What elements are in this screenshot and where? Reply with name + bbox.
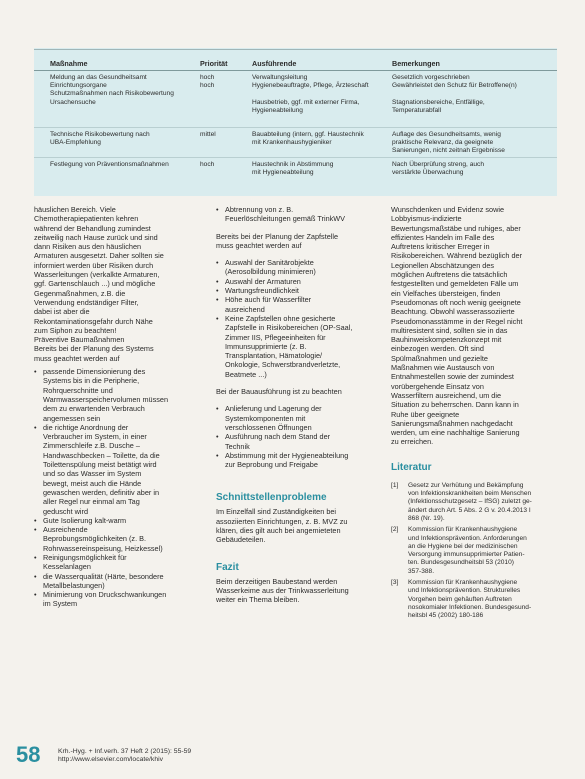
list-item xyxy=(216,286,382,295)
text-line: Toilettenspülung meist betätigt wird xyxy=(43,460,157,470)
text-line: angemessen sein xyxy=(43,413,101,423)
text-line: Verbraucher im System, in einer xyxy=(43,432,147,442)
table-header xyxy=(34,57,557,70)
text-line: • Gute Isolierung kalt-warm xyxy=(43,515,127,525)
row-divider xyxy=(34,127,557,128)
text-line: Gesetzlich vorgeschrieben xyxy=(392,74,470,81)
text-line: Meldung an das Gesundheitsamt xyxy=(50,74,147,81)
cell-bemerkungen xyxy=(392,131,552,156)
header-ausfuehrende: Ausführende xyxy=(252,59,297,68)
text-line: Präventive Baumaßnahmen xyxy=(34,335,125,345)
bullet-list xyxy=(216,404,382,469)
text-line: ggf. Gartenschlauch ...) und mögliche xyxy=(34,279,156,289)
reference-item xyxy=(391,579,557,620)
text-column-2 xyxy=(216,205,382,609)
text-column-3 xyxy=(391,205,557,623)
text-line: Stagnationsbereiche, Entfällige, xyxy=(392,98,485,106)
list-item xyxy=(216,205,382,224)
text-line: • Auswahl der Sanitärobjekte xyxy=(225,258,314,268)
text-line: Risikobereichen. Während bezüglich der xyxy=(391,251,523,261)
text-line: Bauabteilung (intern, ggf. Haustechnik xyxy=(252,131,364,138)
text-line: Transplantation, Hämatologie/ xyxy=(225,351,323,361)
text-line: einbezogen werden. Oft sind xyxy=(391,344,484,354)
text-line: vorübergehende Einsatz von xyxy=(391,381,484,391)
text-line: muss geachtet werden auf xyxy=(216,240,302,250)
cell-prioritaet xyxy=(200,131,236,139)
section-heading: Literatur xyxy=(391,461,432,473)
text-line: • die Wasserqualität (Härte, besondere xyxy=(43,571,164,581)
text-line: zeitweilig nach Hause zurück und sind xyxy=(34,232,158,242)
text-line: Wasserfiltern ausreichend, um die xyxy=(391,390,502,400)
list-item xyxy=(216,295,382,314)
text-line: Zapfstelle in Risikobereichen (OP-Saal, xyxy=(225,323,353,333)
text-line: Sanierungen, nicht zeitnah Ergebnisse xyxy=(392,147,505,155)
text-line: ändert durch Art. 5 Abs. 2 G v. 20.4.2013 I xyxy=(408,506,531,514)
text-line: Beachtung. Obwohl wasserassoziierte xyxy=(391,307,515,317)
text-line: Wasserkeime aus der Trinkwasserleitung xyxy=(216,585,349,595)
header-bemerkungen: Bemerkungen xyxy=(392,59,440,68)
list-item xyxy=(34,590,204,609)
text-line: Temperaturabfall xyxy=(392,106,442,114)
text-line: geduscht wird xyxy=(43,506,89,516)
table-top-rule xyxy=(34,49,557,50)
text-line: Bei der Bauausführung ist zu beachten xyxy=(216,387,342,397)
list-item xyxy=(34,553,204,572)
table-row xyxy=(34,161,557,179)
text-line: (Infektionsschutzgesetz – IfSG) zuletzt ge- xyxy=(408,498,532,506)
cell-prioritaet xyxy=(200,74,236,90)
table-header-rule xyxy=(34,70,557,71)
text-line: möglichen Auftretens die tatsächlich xyxy=(391,270,508,280)
text-line: Hausbetrieb, ggf. mit externer Firma, xyxy=(252,98,360,106)
text-line: • Auswahl der Armaturen xyxy=(225,276,301,286)
text-line: Gebäudeteilen. xyxy=(216,535,266,545)
text-line: (Aerosolbildung minimieren) xyxy=(225,267,316,277)
text-line: hoch xyxy=(200,82,215,90)
text-line: Kesselanlagen xyxy=(43,562,91,572)
table-row xyxy=(34,131,557,157)
text-line: • Anlieferung und Lagerung der xyxy=(225,404,322,414)
paragraph xyxy=(216,232,382,251)
header-prioritaet: Priorität xyxy=(200,59,228,68)
text-line: • Keine Zapfstellen ohne gesicherte xyxy=(225,313,336,323)
text-line: [1] xyxy=(391,481,399,489)
text-line: Haustechnik in Abstimmung xyxy=(252,161,334,168)
text-line: Schutzmaßnahmen nach Risikobewertung xyxy=(50,90,174,98)
text-line: Beim derzeitigen Baubestand werden xyxy=(216,576,338,586)
text-line: Immunsupprimierte (z. B. xyxy=(225,341,307,351)
text-line: Ruhe über geeignete xyxy=(391,409,460,419)
section-heading: Schnittstellenprobleme xyxy=(216,492,327,504)
row-divider xyxy=(34,157,557,158)
text-line: • Abtrennung von z. B. xyxy=(225,205,294,214)
text-line: und Infektionsprävention. Strukturelles xyxy=(408,587,521,595)
list-item xyxy=(34,423,204,516)
text-line: ein Vielfaches übersteigen, finden xyxy=(391,288,501,298)
text-line: Beprobungsmöglichkeiten (z. B. xyxy=(43,534,147,544)
text-line: während der Behandlung zumindest xyxy=(34,223,151,233)
text-line: Maßnahmen wie Austausch von xyxy=(391,363,495,373)
list-item xyxy=(34,525,204,553)
text-line: Legionellen Abschätzungen des xyxy=(391,260,495,270)
text-line: • Ausreichende xyxy=(43,525,88,535)
text-line: Im Einzelfall sind Zuständigkeiten bei xyxy=(216,507,337,517)
text-line: Rohrwassereinspeisung, Heizkessel) xyxy=(43,543,163,553)
text-line: Armaturen ausgesetzt. Daher sollten sie xyxy=(34,251,164,261)
text-line: Spülmaßnahmen und gezielte xyxy=(391,353,488,363)
header-massnahme: Maßnahme xyxy=(50,59,88,68)
cell-massnahme xyxy=(50,161,200,169)
cell-ausfuehrende xyxy=(252,131,392,147)
paragraph xyxy=(216,577,382,605)
text-line: aller Regel nur einmal am Tag xyxy=(43,497,140,507)
text-line: praktische Relevanz, da geeignete xyxy=(392,139,494,147)
reference-item xyxy=(391,482,557,523)
text-line: Wasserleitungen (verkalkte Armaturen, xyxy=(34,270,160,280)
text-line: hoch xyxy=(200,74,215,81)
cell-massnahme xyxy=(50,74,200,107)
text-line: dann Risiken aus den häuslichen xyxy=(34,242,142,252)
text-line: [3] xyxy=(391,578,399,586)
text-line: Vorgehen beim gehäuften Auftreten xyxy=(408,595,512,603)
text-line: Festlegung von Präventionsmaßnahmen xyxy=(50,161,169,168)
list-item xyxy=(216,404,382,432)
text-line: verstärkte Überwachung xyxy=(392,169,464,177)
text-line: UBA-Empfehlung xyxy=(50,139,101,147)
list-item xyxy=(34,572,204,591)
text-line: • Minimierung von Druckschwankungen xyxy=(43,590,167,600)
text-line: Technik xyxy=(225,441,250,451)
text-line: Bereits bei der Planung des Systems xyxy=(34,344,154,354)
list-item xyxy=(216,258,382,277)
text-line: Hygieneabteilung xyxy=(252,106,303,114)
text-line: Warmwasserspeichervolumen müssen xyxy=(43,394,169,404)
text-line: 357-388. xyxy=(408,567,435,575)
text-line: • die richtige Anordnung der xyxy=(43,422,129,432)
text-line: werden, um eine nachhaltige Sanierung xyxy=(391,428,520,438)
text-line: Chemotherapiepatienten kehren xyxy=(34,214,139,224)
text-line: und Infektionsprävention. Anforderungen xyxy=(408,534,527,542)
cell-ausfuehrende xyxy=(252,74,392,115)
list-item xyxy=(216,432,382,451)
page-footer xyxy=(14,743,574,771)
text-line: assoziierten Einrichtungen, z. B. MVZ zu xyxy=(216,516,348,526)
text-line: zur Beprobung und Freigabe xyxy=(225,460,318,470)
text-line: Lobbyismus-indizierte xyxy=(391,214,462,224)
text-line: Verwendung endständiger Filter, xyxy=(34,297,139,307)
journal-citation: Krh.-Hyg. + Inf.verh. 37 Heft 2 (2015): 55-59 xyxy=(58,748,192,755)
section-heading: Fazit xyxy=(216,561,239,573)
text-line: Gegenmaßnahmen, z.B. die xyxy=(34,288,126,298)
text-line: Nach Überprüfung streng, auch xyxy=(392,161,485,168)
list-item xyxy=(216,277,382,286)
text-line: Bereits bei der Planung der Zapfstelle xyxy=(216,231,339,241)
text-line: Rohrquerschnitte und xyxy=(43,385,113,395)
bullet-list xyxy=(216,258,382,379)
text-line: • Reinigungsmöglichkeit für xyxy=(43,552,127,562)
text-line: festgestellten und gemeldeten Fälle um xyxy=(391,279,519,289)
text-line: an die Hygiene bei der medizinischen xyxy=(408,542,518,550)
cell-ausfuehrende xyxy=(252,161,392,177)
cell-prioritaet xyxy=(200,161,236,169)
text-line: Feuerlöschleitungen gemäß TrinkWV xyxy=(225,214,346,224)
cell-bemerkungen xyxy=(392,74,552,115)
text-line: • Abstimmung mit der Hygieneabteilung xyxy=(225,450,349,460)
text-line: nosokomialer Infektionen. Bundesgesund- xyxy=(408,603,532,611)
text-line: Wunschdenken und Evidenz sowie xyxy=(391,205,505,214)
text-line: Auflage des Gesundheitsamts, wenig xyxy=(392,131,501,138)
list-item xyxy=(34,516,204,525)
text-line: heitsbl 45 (2002) 180-186 xyxy=(408,612,484,620)
text-line: weiter ein Thema bleiben. xyxy=(216,595,300,605)
paragraph xyxy=(391,205,557,447)
text-line: informiert werden über Risiken durch xyxy=(34,260,154,270)
text-line: dabei ist aber die xyxy=(34,307,90,317)
text-line: mittel xyxy=(200,131,216,138)
text-line: Auftretens kritischer Erreger in xyxy=(391,242,490,252)
text-line: Situation zu beherrschen. Dann kann in xyxy=(391,400,519,410)
text-column-1 xyxy=(34,205,204,609)
text-line: • passende Dimensionierung des xyxy=(43,367,146,377)
text-line: • Höhe auch für Wasserfilter xyxy=(225,295,312,305)
text-line: zum Siphon zu beachten! xyxy=(34,325,117,335)
text-line: Zimmerschleife z.B. Dusche – xyxy=(43,441,140,451)
text-line: von Infektionskrankheiten beim Menschen xyxy=(408,490,532,498)
text-line: Einrichtungsorgane xyxy=(50,82,107,90)
list-item xyxy=(216,314,382,379)
text-line: hoch xyxy=(200,161,215,168)
text-line: Onkologie, Schwerstbrandverletzte, xyxy=(225,360,341,370)
text-line: im System xyxy=(43,599,78,609)
text-line: zu erreichen. xyxy=(391,437,434,447)
text-line: Pseudomonasstämme in der Regel nicht xyxy=(391,316,523,326)
text-line: Sanierungsmaßnahmen nachgedacht xyxy=(391,418,513,428)
text-line: Kommission für Krankenhaushygiene xyxy=(408,526,518,534)
cell-massnahme xyxy=(50,131,200,147)
text-line: ausreichend xyxy=(225,304,265,314)
list-item xyxy=(34,367,204,423)
paragraph xyxy=(34,205,204,363)
text-line: Versorgung immunsupprimierter Patien- xyxy=(408,551,525,559)
text-line: multiresistent sind, sollten sie in das xyxy=(391,325,508,335)
text-line: Systemkomponenten mit xyxy=(225,413,306,423)
text-line: Beatmete ...) xyxy=(225,369,267,379)
text-line: mit Hygieneabteilung xyxy=(252,169,314,177)
text-line: dem zu erwartenden Verbrauch xyxy=(43,404,145,414)
text-line: mit Krankenhaushygieniker xyxy=(252,139,332,147)
reference-list xyxy=(391,482,557,621)
cell-bemerkungen xyxy=(392,161,552,177)
text-line: ten. Bundesgesundheitsbl 53 (2010) xyxy=(408,559,514,567)
text-line: muss geachtet werden auf xyxy=(34,353,120,363)
text-line: Metallbelastungen) xyxy=(43,580,105,590)
text-line: häuslichen Bereich. Viele xyxy=(34,205,116,214)
text-line: • Wartungsfreundlichkeit xyxy=(225,286,299,296)
text-line: • Ausführung nach dem Stand der xyxy=(225,432,331,442)
journal-url[interactable]: http://www.elsevier.com/locate/khiv xyxy=(58,756,164,763)
text-line: Bewertungsmaßstäbe und ruhiges, aber xyxy=(391,223,521,233)
text-line: verschlossenen Öffnungen xyxy=(225,422,312,432)
text-line: Ursachensuche xyxy=(50,98,96,106)
text-line: Verwaltungsleitung xyxy=(252,74,308,81)
text-line: Kommission für Krankenhaushygiene xyxy=(408,578,518,586)
text-line: gewaschen werden, definitiv aber in xyxy=(43,487,160,497)
text-line: Hygienebeauftragte, Pflege, Ärzteschaft xyxy=(252,82,369,90)
text-line: klären, dies gilt auch bei angemieteten xyxy=(216,526,341,536)
paragraph xyxy=(216,387,382,396)
bullet-list xyxy=(34,367,204,609)
text-line: Technische Risikobewertung nach xyxy=(50,131,150,138)
table-row xyxy=(34,74,557,114)
paragraph xyxy=(216,507,382,544)
text-line: Systems bis in die Peripherie, xyxy=(43,376,140,386)
reference-item xyxy=(391,526,557,576)
text-line: Pseudomonas oft noch wenig geeignete xyxy=(391,297,521,307)
text-line: effizientes Handeln im Falle des xyxy=(391,232,495,242)
text-line: Gewährleistet den Schutz für Betroffene(n) xyxy=(392,82,517,90)
text-line: [2] xyxy=(391,526,399,534)
list-item xyxy=(216,451,382,470)
text-line: Rekontaminationsgefahr durch Nähe xyxy=(34,316,153,326)
text-line: Zimmer IIS, Pflegeeinheiten für xyxy=(225,332,326,342)
text-line: bewegt, meist auch die Hände xyxy=(43,478,142,488)
text-line: Bauhinweiskompetenzkonzept mit xyxy=(391,335,502,345)
text-line: und so das Wasser im System xyxy=(43,469,142,479)
text-line: Gesetz zur Verhütung und Bekämpfung xyxy=(408,481,524,489)
text-line: 868 (Nr. 19). xyxy=(408,514,445,522)
text-line: Handwaschbecken – Toilette, da die xyxy=(43,450,160,460)
text-line: Entnahmestellen sowie der zumindest xyxy=(391,372,514,382)
page-number: 58 xyxy=(16,742,41,767)
